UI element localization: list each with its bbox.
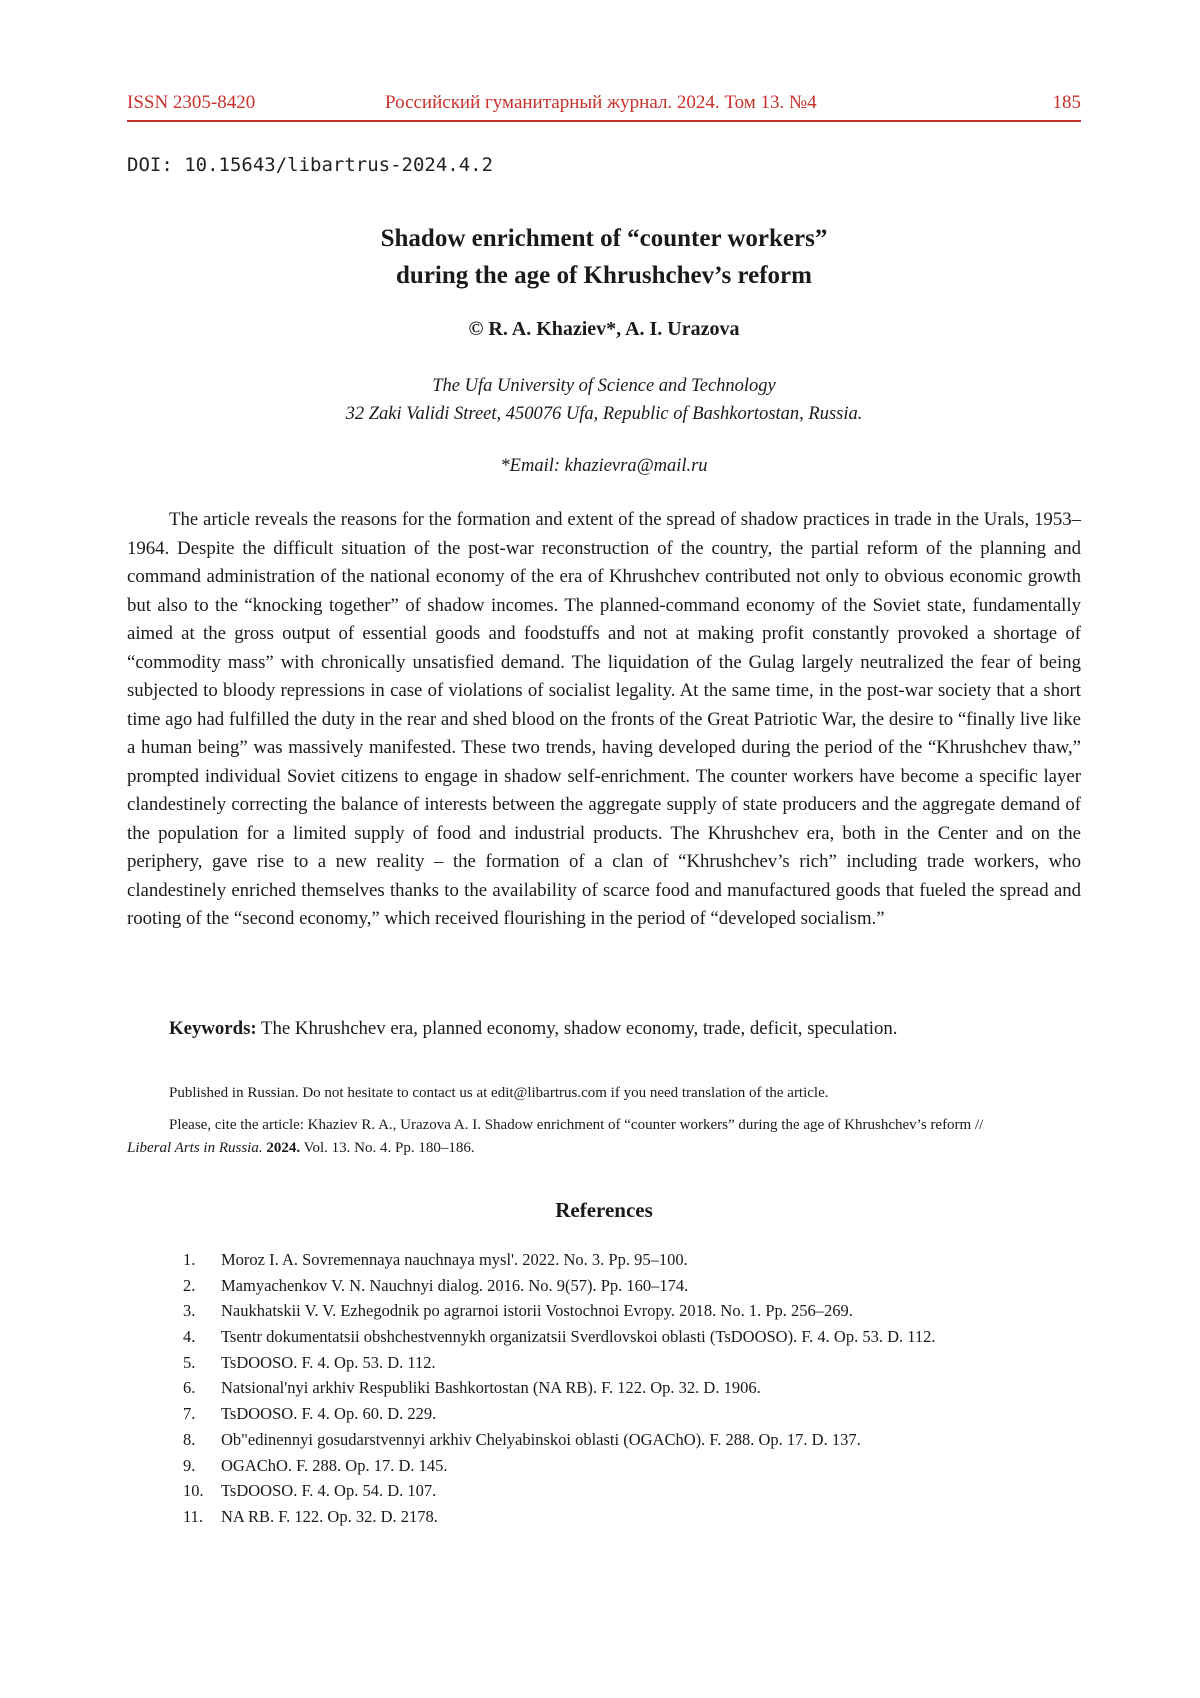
authors: © R. A. Khaziev*, A. I. Urazova	[468, 318, 740, 340]
reference-text: Naukhatskii V. V. Ezhegodnik po agrarnoi istorii Vostochnoi Evropy. 2018. No. 1. Pp. 256–269.	[221, 1301, 853, 1321]
published-note: Published in Russian. Do not hesitate to contact us at edit@libartrus.com if you need translation of the article.	[169, 1085, 829, 1101]
reference-text: NA RB. F. 122. Op. 32. D. 2178.	[221, 1506, 438, 1526]
author-email[interactable]: *Email: khazievra@mail.ru	[500, 456, 708, 476]
abstract: The article reveals the reasons for the formation and extent of the spread of shadow practices in trade in the Urals, 1953–1964. Despite the difficult situation of the post-war reconstruction of the country, the partial reform of the planning and command administration of the national economy of the era of Khrushchev contributed not only to obvious economic growth but also to the “knocking together” of shadow incomes. The planned-command economy of the Soviet state, fundamentally aimed at the gross output of essential goods and foodstuffs and not at making profit constantly provoked a shortage of “commodity mass” with chronically unsatisfied demand. The liquidation of the Gulag largely neutralized the fear of being subjected to bloody repressions in case of violations of socialist legality. At the same time, in the post-war society that a short time ago had fulfilled the duty in the rear and shed blood on the fronts of the Great Patriotic War, the desire to “finally live like a human being” was massively manifested. These two trends, having developed during the period of the “Khrushchev thaw,” prompted individual Soviet citizens to engage in shadow self-enrichment. The counter workers have become a specific layer clandestinely correcting the balance of interests between the aggregate supply of state producers and the aggregate demand of the population for a limited supply of food and industrial products. The Khrushchev era, both in the Center and on the periphery, gave rise to a new reality – the formation of a clan of “Khrushchev’s rich” including trade workers, who clandestinely enriched themselves thanks to the availability of scarce food and manufactured goods that fueled the spread and rooting of the “second economy,” which received flourishing in the period of “developed socialism.”	[127, 509, 1081, 929]
reference-item	[127, 1276, 1081, 1302]
reference-text: TsDOOSO. F. 4. Op. 54. D. 107.	[221, 1481, 437, 1501]
reference-number: 9.	[183, 1455, 196, 1475]
reference-number: 10.	[183, 1481, 204, 1501]
article-title	[127, 220, 1081, 294]
keywords	[169, 1018, 1081, 1040]
affiliation-line-2: 32 Zaki Validi Street, 450076 Ufa, Republic of Bashkortostan, Russia.	[345, 404, 863, 424]
reference-item	[127, 1507, 1081, 1533]
reference-item	[127, 1456, 1081, 1482]
title-line-2: during the age of Khrushchev’s reform	[396, 262, 812, 289]
cite-prefix: Please, cite the article: Khaziev R. A., Urazova A. I. Shadow enrichment of “counter workers” during the age of Khrushchev’s reform //	[169, 1117, 984, 1133]
reference-text: Ob"edinennyi gosudarstvennyi arkhiv Chelyabinskoi oblasti (OGAChO). F. 288. Op. 17. D. 137.	[221, 1429, 861, 1449]
cite-suffix: Vol. 13. No. 4. Pp. 180–186.	[303, 1140, 475, 1156]
reference-item	[127, 1301, 1081, 1327]
page-number: 185	[1052, 92, 1081, 113]
reference-text: OGAChO. F. 288. Op. 17. D. 145.	[221, 1455, 448, 1475]
reference-item	[127, 1404, 1081, 1430]
cite-journal: Liberal Arts in Russia.	[127, 1140, 263, 1156]
reference-text: Tsentr dokumentatsii obshchestvennykh organizatsii Sverdlovskoi oblasti (TsDOOSO). F. 4. Op. 53. D. 112.	[221, 1327, 936, 1347]
cite-year: 2024.	[266, 1140, 301, 1156]
journal-name: Российский гуманитарный журнал. 2024. Том 13. №4	[385, 92, 817, 113]
reference-number: 1.	[183, 1250, 196, 1269]
running-header	[127, 92, 1081, 122]
issn: ISSN 2305-8420	[127, 92, 256, 113]
keywords-text: The Khrushchev era, planned economy, shadow economy, trade, deficit, speculation.	[261, 1018, 898, 1039]
reference-number: 4.	[183, 1327, 196, 1347]
reference-number: 5.	[183, 1352, 196, 1372]
reference-item	[127, 1378, 1081, 1404]
reference-text: TsDOOSO. F. 4. Op. 53. D. 112.	[221, 1352, 436, 1372]
reference-item	[127, 1250, 1081, 1276]
reference-number: 7.	[183, 1404, 196, 1424]
reference-number: 8.	[183, 1429, 196, 1449]
reference-number: 2.	[183, 1275, 196, 1295]
reference-item	[127, 1327, 1081, 1353]
reference-text: Moroz I. A. Sovremennaya nauchnaya mysl'. 2022. No. 3. Pp. 95–100.	[221, 1250, 688, 1269]
doi[interactable]: DOI: 10.15643/libartrus-2024.4.2	[127, 154, 494, 176]
reference-item	[127, 1430, 1081, 1456]
reference-number: 11.	[183, 1506, 204, 1526]
title-line-1: Shadow enrichment of “counter workers”	[380, 225, 828, 252]
reference-item	[127, 1481, 1081, 1507]
reference-number: 6.	[183, 1378, 196, 1398]
references-heading: References	[555, 1198, 653, 1222]
reference-item	[127, 1353, 1081, 1379]
reference-text: Mamyachenkov V. N. Nauchnyi dialog. 2016. No. 9(57). Pp. 160–174.	[221, 1275, 689, 1295]
references-list	[127, 1250, 1081, 1533]
reference-number: 3.	[183, 1301, 196, 1321]
keywords-label: Keywords:	[169, 1018, 257, 1039]
citation-note	[127, 1114, 987, 1160]
affiliation	[127, 372, 1081, 428]
reference-text: Natsional'nyi arkhiv Respubliki Bashkortostan (NA RB). F. 122. Op. 32. D. 1906.	[221, 1378, 761, 1398]
header-rule	[127, 120, 1081, 122]
reference-text: TsDOOSO. F. 4. Op. 60. D. 229.	[221, 1404, 437, 1424]
affiliation-line-1: The Ufa University of Science and Technology	[432, 376, 776, 396]
